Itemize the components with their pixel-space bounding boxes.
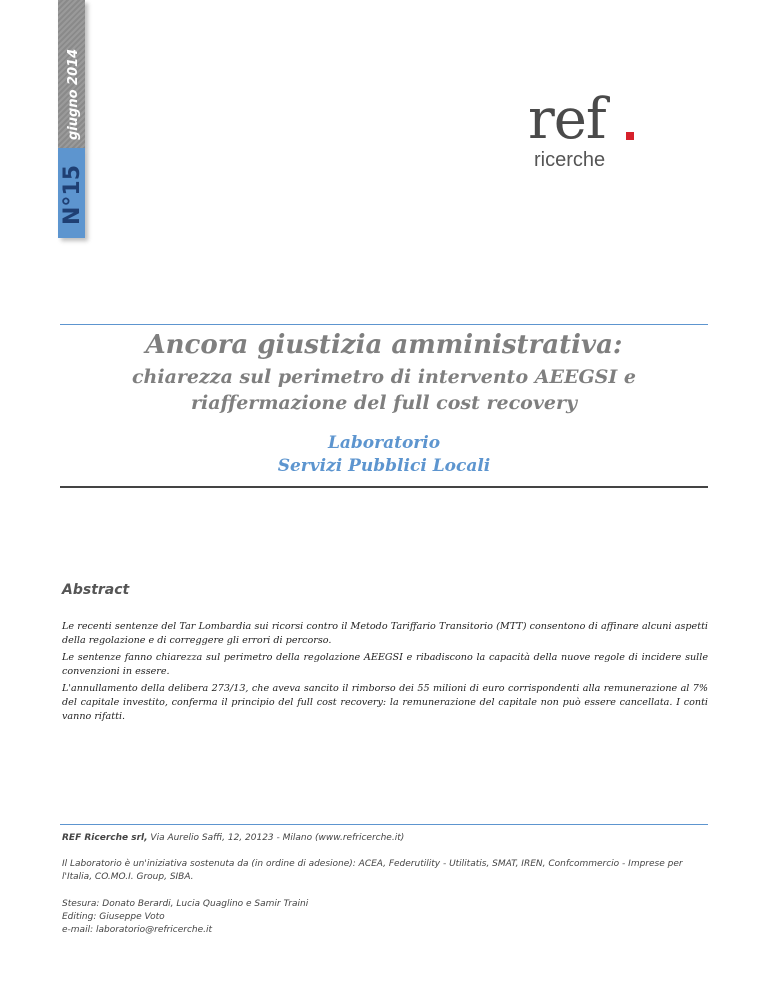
page-title: Ancora giustizia amministrativa: (145, 330, 623, 360)
subtitle-line-2: riaffermazione del full cost recovery (190, 392, 578, 414)
issue-number-tab (58, 148, 85, 238)
abstract-heading: Abstract (62, 582, 130, 598)
footer-rule (60, 824, 708, 825)
issue-date-tab (58, 0, 85, 148)
subtitle-line-1: chiarezza sul perimetro di intervento AEEGSI e (131, 366, 636, 388)
footer-email: e-mail: laboratorio@refricerche.it (62, 925, 213, 935)
footer-editing: Editing: Giuseppe Voto (62, 912, 165, 922)
logo-subtitle: ricerche (534, 149, 606, 171)
abstract-paragraph-3: L'annullamento della delibera 273/13, che aveva sancito il rimborso dei 55 milioni di euro corrispondenti alla remunerazione al 7% del capitale investito, conferma il principio del full cost recovery: la remunerazione del capitale non può essere cancellata. I conti vanno rifatti. (62, 683, 708, 722)
issue-number: N°15 (60, 164, 85, 225)
footer-address (62, 832, 708, 845)
lab-line-2: Servizi Pubblici Locali (277, 456, 491, 476)
title-top-rule (60, 324, 708, 325)
title-bottom-rule (60, 486, 708, 488)
footer-company: REF Ricerche srl, (62, 833, 148, 843)
logo-wordmark: ref (528, 87, 606, 152)
footer-supporters: Il Laboratorio è un'iniziativa sostenuta da (in ordine di adesione): ACEA, Federutility - Utilitatis, SMAT, IREN, Confcommercio - Imprese per l'Italia, CO.MO.I. Group, SIBA. (62, 859, 683, 882)
logo-dot-icon (626, 132, 634, 140)
lab-line-1: Laboratorio (327, 433, 441, 453)
title-block (60, 330, 708, 416)
ref-ricerche-logo (528, 87, 648, 182)
abstract-paragraph-1: Le recenti sentenze del Tar Lombardia sui ricorsi contro il Metodo Tariffario Transitorio (MTT) consentono di affinare alcuni aspetti della regolazione e di correggere gli errori di percorso. (62, 621, 708, 646)
issue-date: giugno 2014 (66, 48, 81, 140)
footer-address-text: Via Aurelio Saffi, 12, 20123 - Milano (www.refricerche.it) (150, 833, 405, 843)
footer-authors: Stesura: Donato Berardi, Lucia Quaglino e Samir Traini (62, 899, 309, 909)
abstract-body (62, 620, 708, 727)
lab-block (60, 432, 708, 478)
abstract-paragraph-2: Le sentenze fanno chiarezza sul perimetro della regolazione AEEGSI e ribadiscono la capacità della nuove regole di incidere sulle convenzioni in essere. (62, 652, 708, 677)
